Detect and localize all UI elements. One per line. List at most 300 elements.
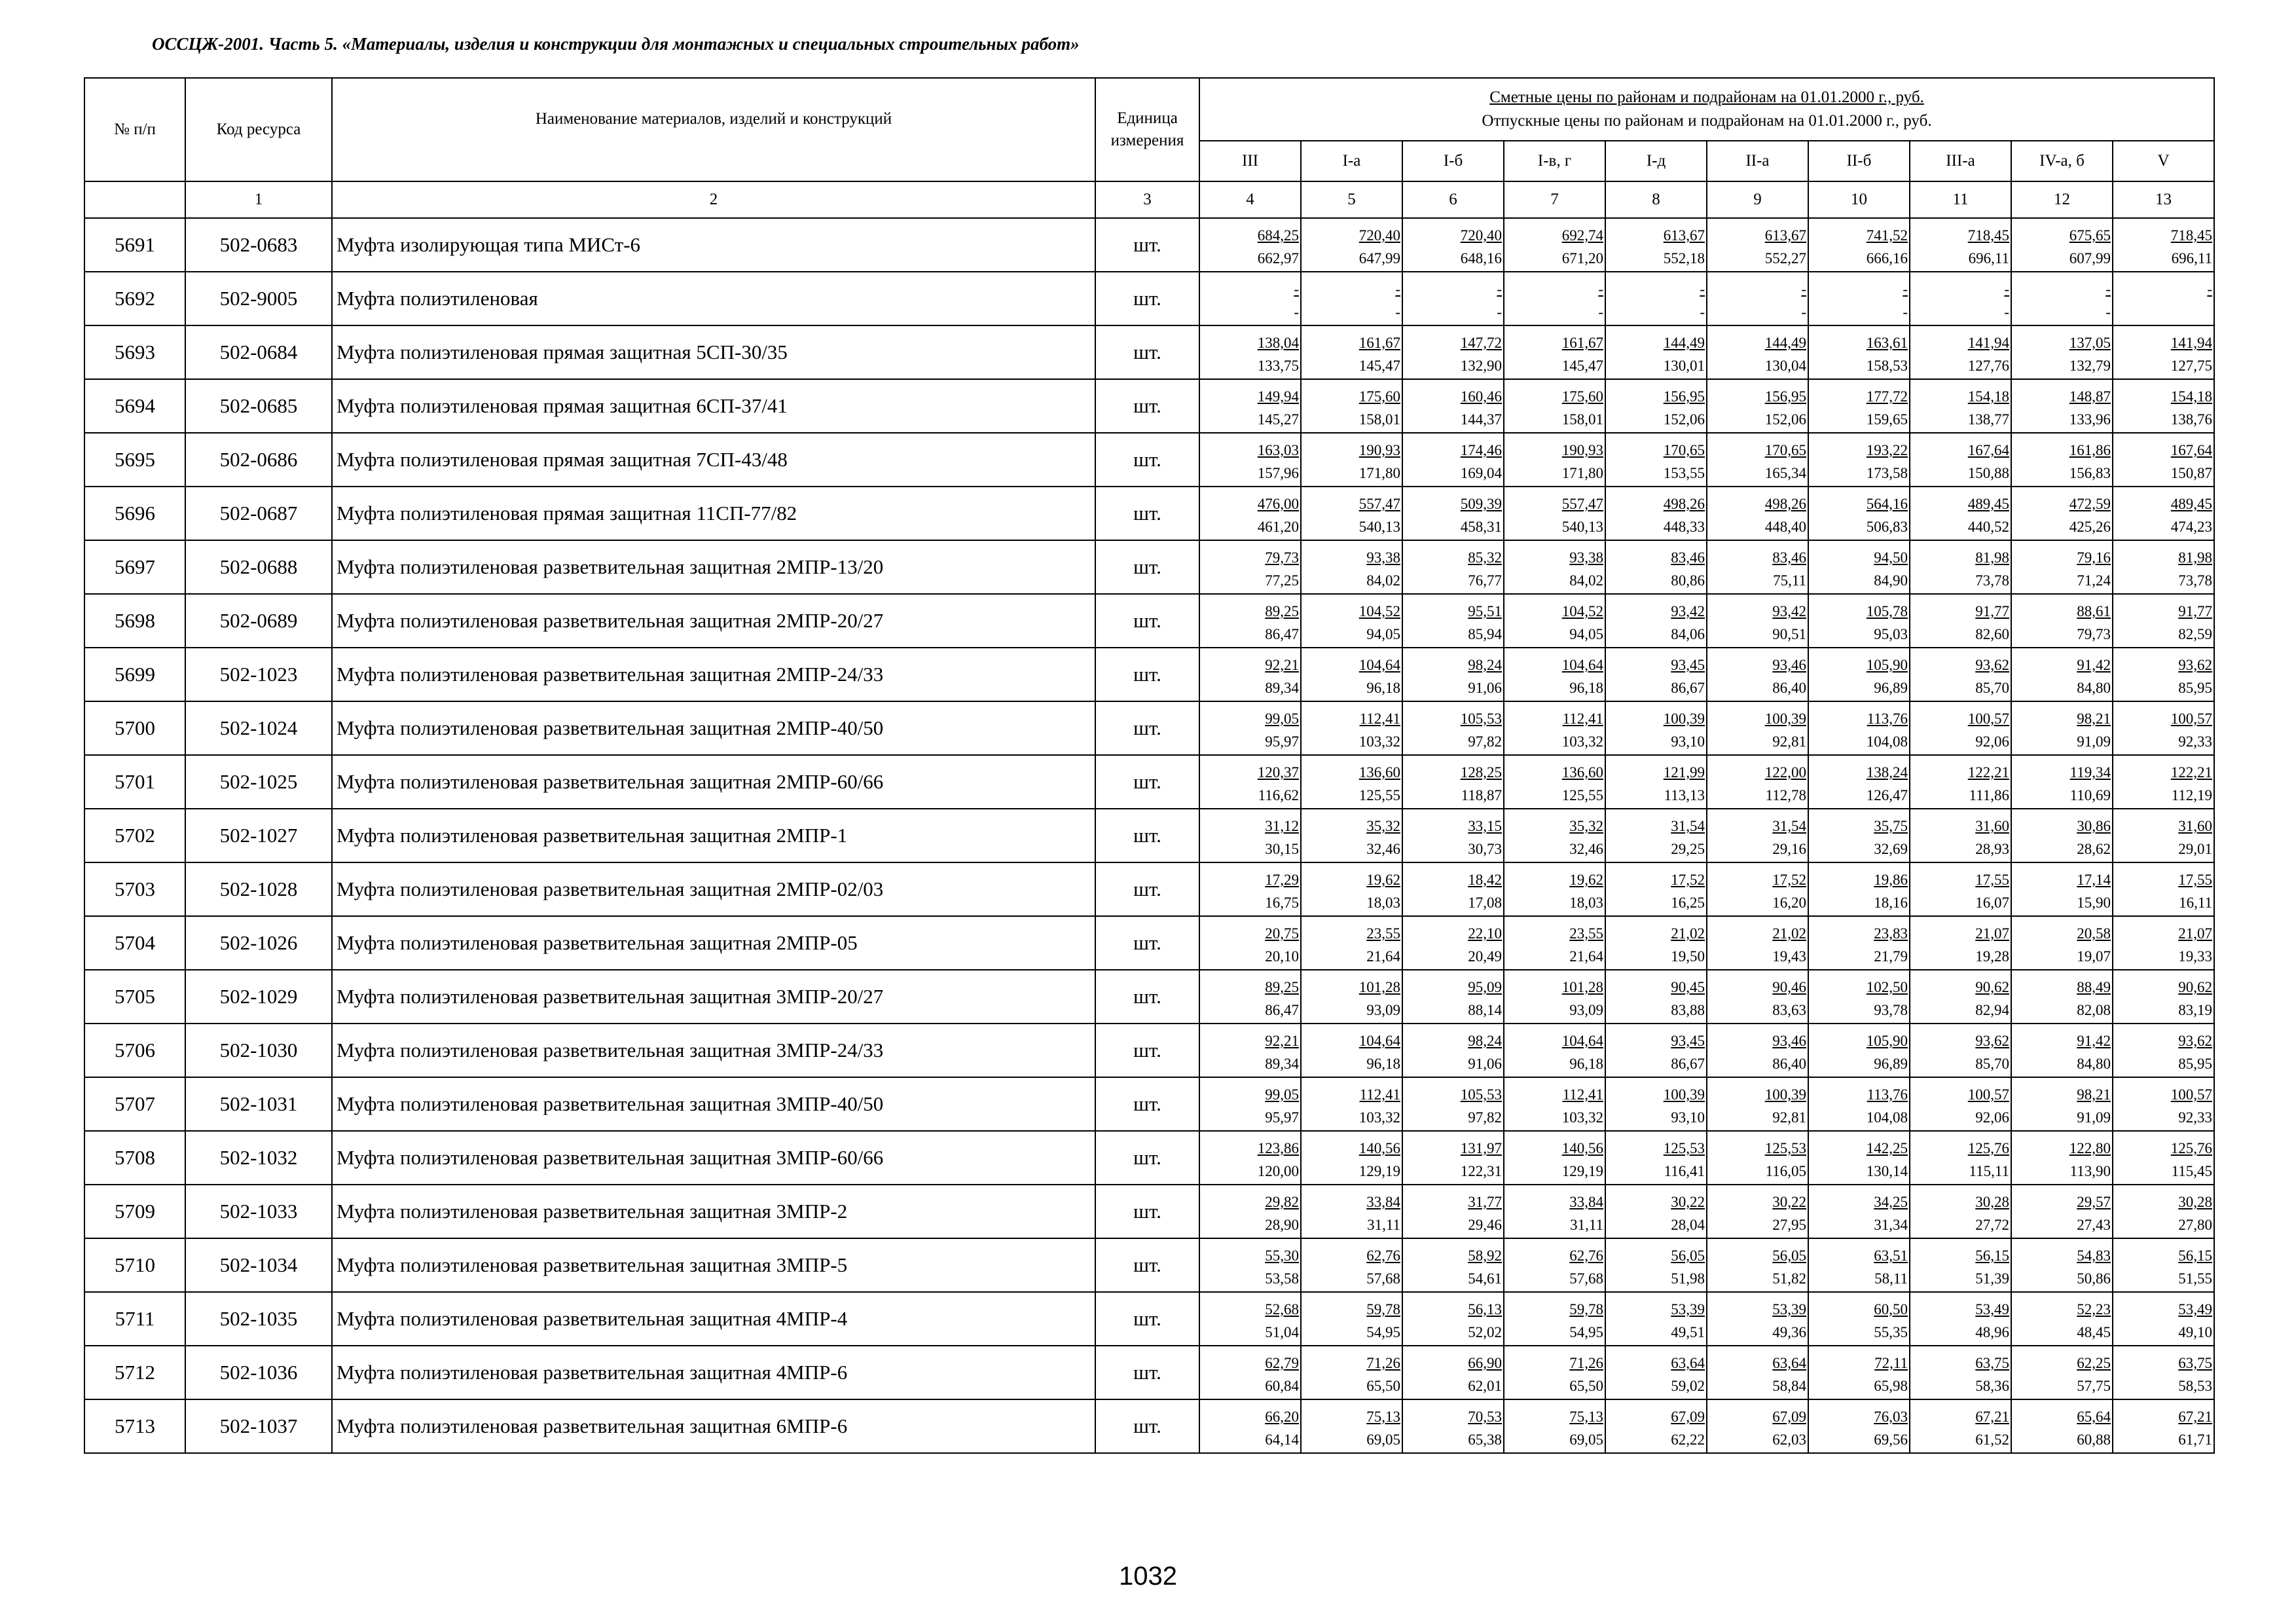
price-cell — [1199, 540, 1301, 594]
region-header: I-в, г — [1504, 141, 1605, 181]
price-cell — [1504, 916, 1605, 970]
estimate-price: 167,64 — [2170, 442, 2212, 458]
release-price: 61,71 — [2178, 1431, 2212, 1448]
release-price: 607,99 — [2069, 249, 2111, 267]
release-price: 19,28 — [1975, 948, 2009, 965]
release-price: 21,79 — [1874, 948, 1908, 965]
price-cell — [1402, 1399, 1504, 1453]
region-header: III — [1199, 141, 1301, 181]
release-price: 662,97 — [1257, 249, 1299, 267]
estimate-price: 718,45 — [1967, 227, 2009, 244]
price-cell — [1402, 701, 1504, 755]
resource-code: 502-0687 — [185, 487, 332, 540]
estimate-price: 113,76 — [1867, 710, 1908, 727]
table-row — [84, 218, 2214, 272]
release-price: 85,70 — [1975, 679, 2009, 696]
release-price: 49,51 — [1671, 1323, 1705, 1340]
estimate-price: 94,50 — [1874, 549, 1908, 566]
price-cell — [1504, 594, 1605, 648]
resource-code: 502-1036 — [185, 1346, 332, 1399]
price-cell — [1808, 862, 1910, 916]
estimate-price: 112,41 — [1562, 710, 1603, 727]
estimate-price: 170,65 — [1663, 442, 1705, 458]
release-price: 84,02 — [1569, 572, 1603, 589]
price-cell — [1707, 594, 1808, 648]
estimate-price: 123,86 — [1257, 1140, 1299, 1156]
estimate-price: 472,59 — [2069, 496, 2111, 512]
price-cell — [1402, 594, 1504, 648]
price-cell — [1808, 1077, 1910, 1131]
price-cell — [1199, 1238, 1301, 1292]
price-cell — [1707, 379, 1808, 433]
material-name: Муфта полиэтиленовая разветвительная защитная 2МПР-1 — [332, 809, 1095, 862]
unit: шт. — [1095, 1185, 1199, 1238]
column-number: 12 — [2011, 181, 2113, 218]
price-cell — [1402, 540, 1504, 594]
release-price: 16,25 — [1671, 894, 1705, 911]
price-cell — [1910, 379, 2011, 433]
column-number: 1 — [185, 181, 332, 218]
release-price: 96,18 — [1569, 679, 1603, 696]
estimate-price: 17,52 — [1671, 872, 1705, 888]
release-price: 73,78 — [1975, 572, 2009, 589]
release-price: 65,38 — [1468, 1431, 1502, 1448]
price-cell — [2113, 272, 2214, 325]
release-price: 85,95 — [2178, 679, 2212, 696]
release-price: 158,01 — [1561, 411, 1603, 428]
estimate-price: 90,46 — [1772, 979, 1806, 995]
price-cell — [1707, 755, 1808, 809]
release-price: 461,20 — [1257, 518, 1299, 535]
release-price: 20,49 — [1468, 948, 1502, 965]
estimate-price: 156,95 — [1663, 388, 1705, 405]
resource-code: 502-1029 — [185, 970, 332, 1024]
price-cell — [1910, 1346, 2011, 1399]
price-cell — [1605, 1185, 1707, 1238]
release-price: 69,56 — [1874, 1431, 1908, 1448]
estimate-price: 62,25 — [2077, 1355, 2111, 1371]
estimate-price: 62,76 — [1569, 1247, 1603, 1264]
price-cell — [1910, 272, 2011, 325]
unit: шт. — [1095, 1024, 1199, 1077]
estimate-price: 75,13 — [1569, 1409, 1603, 1425]
release-price: 93,10 — [1671, 733, 1705, 750]
release-price: 132,79 — [2069, 357, 2111, 374]
release-price: 85,95 — [2178, 1055, 2212, 1072]
price-cell — [1504, 1077, 1605, 1131]
price-cell — [1402, 218, 1504, 272]
price-cell — [2011, 1131, 2113, 1185]
unit: шт. — [1095, 916, 1199, 970]
price-cell — [1301, 1399, 1402, 1453]
price-cell — [1910, 862, 2011, 916]
release-price: 83,88 — [1671, 1001, 1705, 1018]
release-price: 51,39 — [1975, 1270, 2009, 1287]
unit: шт. — [1095, 755, 1199, 809]
estimate-price: 19,62 — [1569, 872, 1603, 888]
estimate-price: 102,50 — [1866, 979, 1908, 995]
release-price: 30,15 — [1265, 840, 1299, 857]
price-cell — [1504, 272, 1605, 325]
release-price: 92,33 — [2178, 1109, 2212, 1126]
release-price: 93,78 — [1874, 1001, 1908, 1018]
price-cell — [1199, 648, 1301, 701]
table-row — [84, 701, 2214, 755]
release-price: 62,01 — [1468, 1377, 1502, 1394]
estimate-price: 23,83 — [1874, 925, 1908, 942]
material-name: Муфта полиэтиленовая разветвительная защитная 2МПР-05 — [332, 916, 1095, 970]
estimate-price: 71,26 — [1366, 1355, 1400, 1371]
release-price: 158,01 — [1358, 411, 1400, 428]
estimate-price: 98,24 — [1468, 657, 1502, 673]
estimate-price: 30,22 — [1671, 1194, 1705, 1210]
release-price: 171,80 — [1358, 464, 1400, 481]
price-cell — [1707, 1399, 1808, 1453]
estimate-price: 105,53 — [1460, 1086, 1502, 1103]
estimate-price: 93,46 — [1772, 657, 1806, 673]
release-price: 27,80 — [2178, 1216, 2212, 1233]
resource-code: 502-0688 — [185, 540, 332, 594]
price-cell — [1808, 218, 1910, 272]
price-cell — [1605, 1399, 1707, 1453]
prices-release-label: Отпускные цены по районам и подрайонам на 01.01.2000 г., руб. — [1482, 112, 1932, 130]
price-cell — [1605, 487, 1707, 540]
release-price: 57,75 — [2077, 1377, 2111, 1394]
unit: шт. — [1095, 970, 1199, 1024]
release-price: - — [1497, 303, 1502, 320]
estimate-price: 17,55 — [2178, 872, 2212, 888]
release-price: 84,02 — [1366, 572, 1400, 589]
release-price: 88,14 — [1468, 1001, 1502, 1018]
release-price: 21,64 — [1569, 948, 1603, 965]
document-header: ОССЦЖ-2001. Часть 5. «Материалы, изделия и конструкции для монтажных и специальных строительных работ» — [152, 34, 1080, 54]
table-row — [84, 1077, 2214, 1131]
estimate-price: 557,47 — [1358, 496, 1400, 512]
estimate-price: 100,39 — [1663, 710, 1705, 727]
estimate-price: 161,67 — [1561, 335, 1603, 351]
release-price: 648,16 — [1460, 249, 1502, 267]
region-header: II-б — [1808, 141, 1910, 181]
release-price: 83,19 — [2178, 1001, 2212, 1018]
price-cell — [1504, 379, 1605, 433]
estimate-price: 489,45 — [2170, 496, 2212, 512]
release-price: 82,94 — [1975, 1001, 2009, 1018]
estimate-price: 125,53 — [1663, 1140, 1705, 1156]
estimate-price: 59,78 — [1366, 1301, 1400, 1318]
estimate-price: 91,77 — [1975, 603, 2009, 619]
release-price: 448,33 — [1663, 518, 1705, 535]
price-cell — [1301, 487, 1402, 540]
price-cell — [1301, 1131, 1402, 1185]
region-header: V — [2113, 141, 2214, 181]
price-cell — [1402, 487, 1504, 540]
price-cell — [1301, 540, 1402, 594]
price-cell — [1199, 970, 1301, 1024]
release-price: 60,84 — [1265, 1377, 1299, 1394]
estimate-price: 93,62 — [2178, 1033, 2212, 1049]
release-price: 95,97 — [1265, 733, 1299, 750]
release-price: 156,83 — [2069, 464, 2111, 481]
release-price: 32,69 — [1874, 840, 1908, 857]
release-price: 82,59 — [2178, 625, 2212, 642]
release-price: 130,14 — [1866, 1162, 1908, 1179]
release-price: 133,96 — [2069, 411, 2111, 428]
estimate-price: 741,52 — [1866, 227, 1908, 244]
column-number: 8 — [1605, 181, 1707, 218]
column-number — [84, 181, 185, 218]
estimate-price: 90,62 — [1975, 979, 2009, 995]
price-cell — [2113, 1024, 2214, 1077]
estimate-price: 489,45 — [1967, 496, 2009, 512]
material-name: Муфта полиэтиленовая разветвительная защитная 2МПР-20/27 — [332, 594, 1095, 648]
material-name: Муфта полиэтиленовая разветвительная защитная 3МПР-2 — [332, 1185, 1095, 1238]
estimate-price: 19,62 — [1366, 872, 1400, 888]
column-number: 10 — [1808, 181, 1910, 218]
price-cell — [1707, 487, 1808, 540]
release-price: 104,08 — [1866, 1109, 1908, 1126]
price-cell — [1199, 379, 1301, 433]
release-price: 92,81 — [1772, 1109, 1806, 1126]
release-price: 86,67 — [1671, 679, 1705, 696]
release-price: 540,13 — [1561, 518, 1603, 535]
resource-code: 502-1031 — [185, 1077, 332, 1131]
estimate-price: - — [1598, 281, 1603, 297]
price-cell — [1504, 1185, 1605, 1238]
release-price: 696,11 — [1968, 249, 2009, 267]
price-cell — [2011, 809, 2113, 862]
estimate-price: 56,15 — [1975, 1247, 2009, 1264]
price-cell — [2011, 1185, 2113, 1238]
release-price: 126,47 — [1866, 786, 1908, 803]
estimate-price: 67,21 — [1975, 1409, 2009, 1425]
release-price: 91,06 — [1468, 1055, 1502, 1072]
price-cell — [1808, 272, 1910, 325]
price-cell — [2011, 1292, 2113, 1346]
price-cell — [2011, 1346, 2113, 1399]
price-cell — [1808, 1131, 1910, 1185]
row-number: 5696 — [84, 487, 185, 540]
estimate-price: 33,84 — [1569, 1194, 1603, 1210]
price-cell — [1504, 970, 1605, 1024]
release-price: 62,03 — [1772, 1431, 1806, 1448]
price-cell — [1301, 379, 1402, 433]
material-name: Муфта полиэтиленовая — [332, 272, 1095, 325]
price-cell — [1910, 540, 2011, 594]
release-price: 86,67 — [1671, 1055, 1705, 1072]
price-cell — [1199, 862, 1301, 916]
row-number: 5710 — [84, 1238, 185, 1292]
release-price: 129,19 — [1358, 1162, 1400, 1179]
release-price: 122,31 — [1460, 1162, 1502, 1179]
estimate-price: 67,09 — [1671, 1409, 1705, 1425]
release-price: 84,90 — [1874, 572, 1908, 589]
price-cell — [1605, 218, 1707, 272]
price-cell — [1402, 862, 1504, 916]
estimate-price: 177,72 — [1866, 388, 1908, 405]
price-cell — [1504, 487, 1605, 540]
price-cell — [1504, 862, 1605, 916]
price-cell — [1605, 1024, 1707, 1077]
release-price: 91,09 — [2077, 733, 2111, 750]
table-row — [84, 916, 2214, 970]
material-name: Муфта полиэтиленовая разветвительная защитная 3МПР-20/27 — [332, 970, 1095, 1024]
price-cell — [2113, 648, 2214, 701]
estimate-price: 90,45 — [1671, 979, 1705, 995]
material-name: Муфта полиэтиленовая разветвительная защитная 3МПР-40/50 — [332, 1077, 1095, 1131]
unit: шт. — [1095, 701, 1199, 755]
estimate-price: 56,13 — [1468, 1301, 1502, 1318]
price-cell — [1199, 1346, 1301, 1399]
unit: шт. — [1095, 862, 1199, 916]
estimate-price: 85,32 — [1468, 549, 1502, 566]
row-number: 5706 — [84, 1024, 185, 1077]
unit: шт. — [1095, 487, 1199, 540]
material-name: Муфта полиэтиленовая прямая защитная 11СП-77/82 — [332, 487, 1095, 540]
price-cell — [1402, 379, 1504, 433]
unit: шт. — [1095, 1292, 1199, 1346]
estimate-price: 100,39 — [1764, 1086, 1806, 1103]
column-number: 9 — [1707, 181, 1808, 218]
price-cell — [1910, 1292, 2011, 1346]
price-cell — [1199, 433, 1301, 487]
release-price: 79,73 — [2077, 625, 2111, 642]
price-cell — [2113, 379, 2214, 433]
estimate-price: 29,57 — [2077, 1194, 2111, 1210]
release-price: 57,68 — [1366, 1270, 1400, 1287]
release-price: 116,41 — [1664, 1162, 1705, 1179]
price-cell — [1707, 433, 1808, 487]
resource-code: 502-1035 — [185, 1292, 332, 1346]
estimate-price: 60,50 — [1874, 1301, 1908, 1318]
estimate-price: 100,57 — [2170, 710, 2212, 727]
release-price: 58,53 — [2178, 1377, 2212, 1394]
table-body — [84, 218, 2214, 1453]
estimate-price: 56,15 — [2178, 1247, 2212, 1264]
estimate-price: 53,39 — [1671, 1301, 1705, 1318]
price-cell — [2113, 325, 2214, 379]
release-price: 19,07 — [2077, 948, 2111, 965]
material-name: Муфта полиэтиленовая разветвительная защитная 6МПР-6 — [332, 1399, 1095, 1453]
resource-code: 502-9005 — [185, 272, 332, 325]
estimate-price: 66,20 — [1265, 1409, 1299, 1425]
release-price: 97,82 — [1468, 733, 1502, 750]
unit: шт. — [1095, 379, 1199, 433]
release-price: 16,11 — [2179, 894, 2212, 911]
release-price: 65,50 — [1366, 1377, 1400, 1394]
row-number: 5709 — [84, 1185, 185, 1238]
price-cell — [1605, 755, 1707, 809]
estimate-price: 120,37 — [1257, 764, 1299, 781]
estimate-price: - — [2105, 281, 2111, 297]
estimate-price: - — [2004, 281, 2009, 297]
estimate-price: 161,67 — [1358, 335, 1400, 351]
estimate-price: 56,05 — [1671, 1247, 1705, 1264]
estimate-price: 54,83 — [2077, 1247, 2111, 1264]
price-cell — [2113, 433, 2214, 487]
release-price: 31,11 — [1570, 1216, 1603, 1233]
table-row — [84, 862, 2214, 916]
estimate-price: 149,94 — [1257, 388, 1299, 405]
estimate-price: 144,49 — [1764, 335, 1806, 351]
release-price: 27,43 — [2077, 1216, 2111, 1233]
release-price: 61,52 — [1975, 1431, 2009, 1448]
release-price: 76,77 — [1468, 572, 1502, 589]
price-cell — [1808, 540, 1910, 594]
release-price: 103,32 — [1561, 733, 1603, 750]
column-number: 4 — [1199, 181, 1301, 218]
estimate-price: 90,62 — [2178, 979, 2212, 995]
estimate-price: 63,64 — [1671, 1355, 1705, 1371]
release-price: 103,32 — [1561, 1109, 1603, 1126]
estimate-price: 498,26 — [1663, 496, 1705, 512]
price-cell — [1504, 809, 1605, 862]
estimate-price: 31,54 — [1772, 818, 1806, 834]
price-cell — [1301, 862, 1402, 916]
table-row — [84, 755, 2214, 809]
release-price: 474,23 — [2170, 518, 2212, 535]
price-cell — [1605, 648, 1707, 701]
estimate-price: 31,12 — [1265, 818, 1299, 834]
price-cell — [2113, 1292, 2214, 1346]
release-price: 89,34 — [1265, 1055, 1299, 1072]
estimate-price: 93,46 — [1772, 1033, 1806, 1049]
release-price: 113,90 — [2069, 1162, 2111, 1179]
resource-code: 502-1032 — [185, 1131, 332, 1185]
estimate-price: 58,92 — [1468, 1247, 1502, 1264]
price-cell — [1707, 325, 1808, 379]
release-price: 86,40 — [1772, 679, 1806, 696]
estimate-price: 112,41 — [1359, 710, 1400, 727]
price-cell — [1808, 809, 1910, 862]
price-cell — [2011, 648, 2113, 701]
estimate-price: 21,07 — [2178, 925, 2212, 942]
estimate-price: 564,16 — [1866, 496, 1908, 512]
estimate-price: 71,26 — [1569, 1355, 1603, 1371]
release-price: 18,16 — [1874, 894, 1908, 911]
price-cell — [1910, 325, 2011, 379]
release-price: 17,08 — [1468, 894, 1502, 911]
price-cell — [1504, 1399, 1605, 1453]
price-cell — [1301, 916, 1402, 970]
release-price: 58,11 — [1874, 1270, 1908, 1287]
estimate-price: 17,29 — [1265, 872, 1299, 888]
estimate-price: 30,28 — [1975, 1194, 2009, 1210]
release-price: 552,18 — [1663, 249, 1705, 267]
release-price: 448,40 — [1764, 518, 1806, 535]
release-price: 55,35 — [1874, 1323, 1908, 1340]
estimate-price: 72,11 — [1874, 1355, 1908, 1371]
release-price: 86,47 — [1265, 625, 1299, 642]
unit: шт. — [1095, 1346, 1199, 1399]
estimate-price: 154,18 — [1967, 388, 2009, 405]
row-number: 5712 — [84, 1346, 185, 1399]
estimate-price: 138,24 — [1866, 764, 1908, 781]
release-price: 28,04 — [1671, 1216, 1705, 1233]
price-cell — [2011, 862, 2113, 916]
release-price: 115,11 — [1969, 1162, 2009, 1179]
price-cell — [1301, 1292, 1402, 1346]
estimate-price: 122,80 — [2069, 1140, 2111, 1156]
release-price: 96,18 — [1366, 679, 1400, 696]
price-cell — [1808, 379, 1910, 433]
row-number: 5711 — [84, 1292, 185, 1346]
price-cell — [1910, 218, 2011, 272]
estimate-price: 104,64 — [1358, 657, 1400, 673]
table-row — [84, 379, 2214, 433]
material-name: Муфта полиэтиленовая разветвительная защитная 4МПР-4 — [332, 1292, 1095, 1346]
price-cell — [2113, 809, 2214, 862]
release-price: 16,07 — [1975, 894, 2009, 911]
